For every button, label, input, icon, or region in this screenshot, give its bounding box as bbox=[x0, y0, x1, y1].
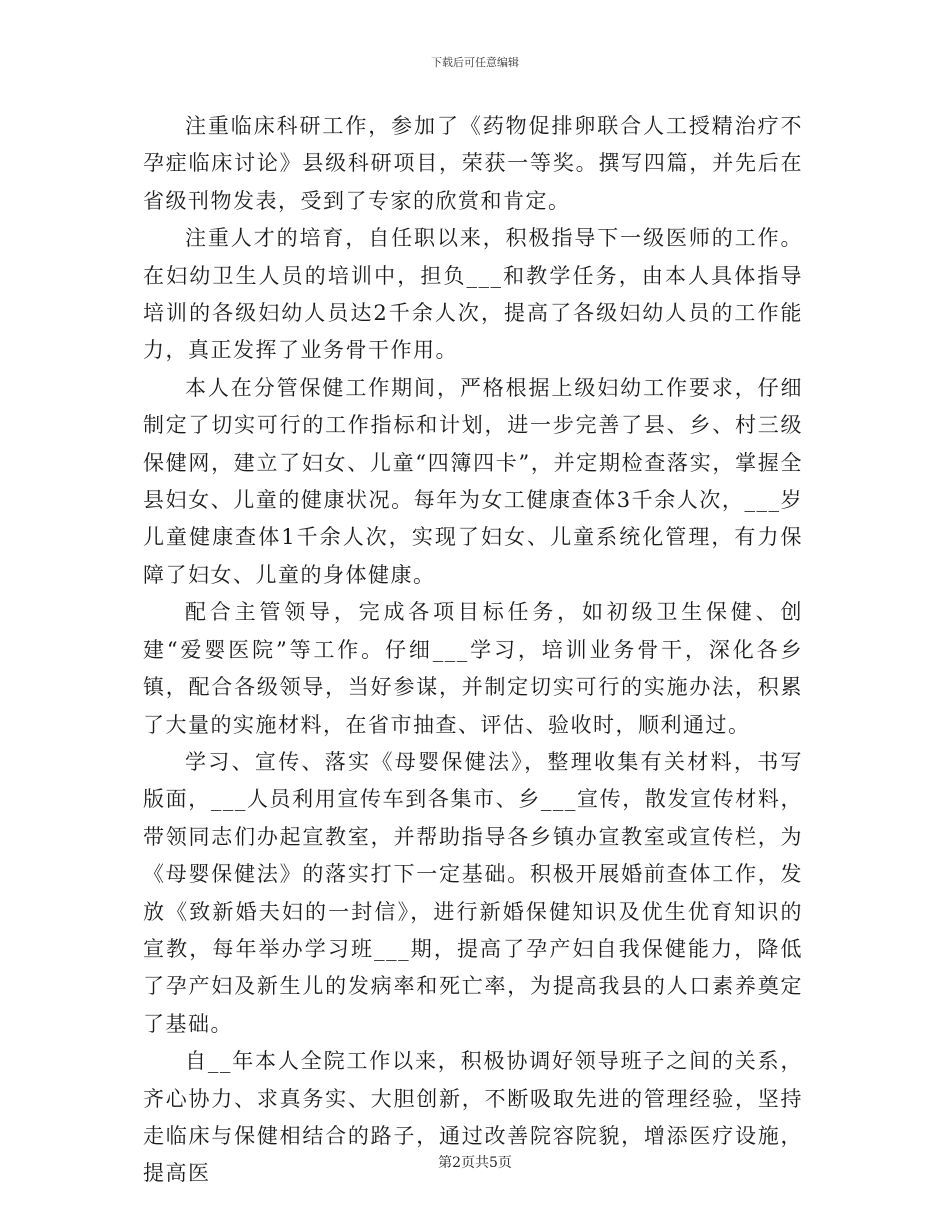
document-body bbox=[143, 108, 803, 1193]
paragraph-targets: 配合主管领导，完成各项目标任务，如初级卫生保健、创建“爱婴医院”等工作。仔细___学习，培训业务骨干，深化各乡镇，配合各级领导，当好参谋，并制定切实可行的实施办法，积累了大量的实施材料，在省市抽查、评估、验收时，顺利通过。 bbox=[143, 600, 803, 737]
header-note: 下载后可任意编辑 bbox=[431, 56, 519, 69]
paragraph-health-care: 本人在分管保健工作期间，严格根据上级妇幼工作要求，仔细制定了切实可行的工作指标和计划，进一步完善了县、乡、村三级保健网，建立了妇女、儿童“四簿四卡”，并定期检查落实，掌握全县妇女、儿童的健康状况。每年为女工健康查体3千余人次，___岁儿童健康查体1千余人次，实现了妇女、儿童系统化管理，有力保障了妇女、儿童的身体健康。 bbox=[143, 375, 803, 587]
paragraph-research: 注重临床科研工作，参加了《药物促排卵联合人工授精治疗不孕症临床讨论》县级科研项目，荣获一等奖。撰写四篇，并先后在省级刊物发表，受到了专家的欣赏和肯定。 bbox=[143, 114, 803, 213]
paragraph-training: 注重人才的培育，自任职以来，积极指导下一级医师的工作。在妇幼卫生人员的培训中，担负___和教学任务，由本人具体指导培训的各级妇幼人员达2千余人次，提高了各级妇幼人员的工作能力，真正发挥了业务骨干作用。 bbox=[143, 226, 803, 363]
page-number: 第2页共5页 bbox=[438, 1155, 512, 1171]
paragraph-hospital-management: 自__年本人全院工作以来，积极协调好领导班子之间的关系，齐心协力、求真务实、大胆创新，不断吸取先进的管理经验，坚持走临床与保健相结合的路子，通过改善院容院貌，增添医疗设施，提高医 bbox=[143, 1049, 803, 1186]
paragraph-law-promotion: 学习、宣传、落实《母婴保健法》，整理收集有关材料，书写版面，___人员利用宣传车到各集市、乡___宣传，散发宣传材料，带领同志们办起宣教室，并帮助指导各乡镇办宣教室或宣传栏，为《母婴保健法》的落实打下一定基础。积极开展婚前查体工作，发放《致新婚夫妇的一封信》，进行新婚保健知识及优生优育知识的宣教，每年举办学习班___期，提高了孕产妇自我保健能力，降低了孕产妇及新生儿的发病率和死亡率，为提高我县的人口素养奠定了基础。 bbox=[143, 749, 803, 1036]
